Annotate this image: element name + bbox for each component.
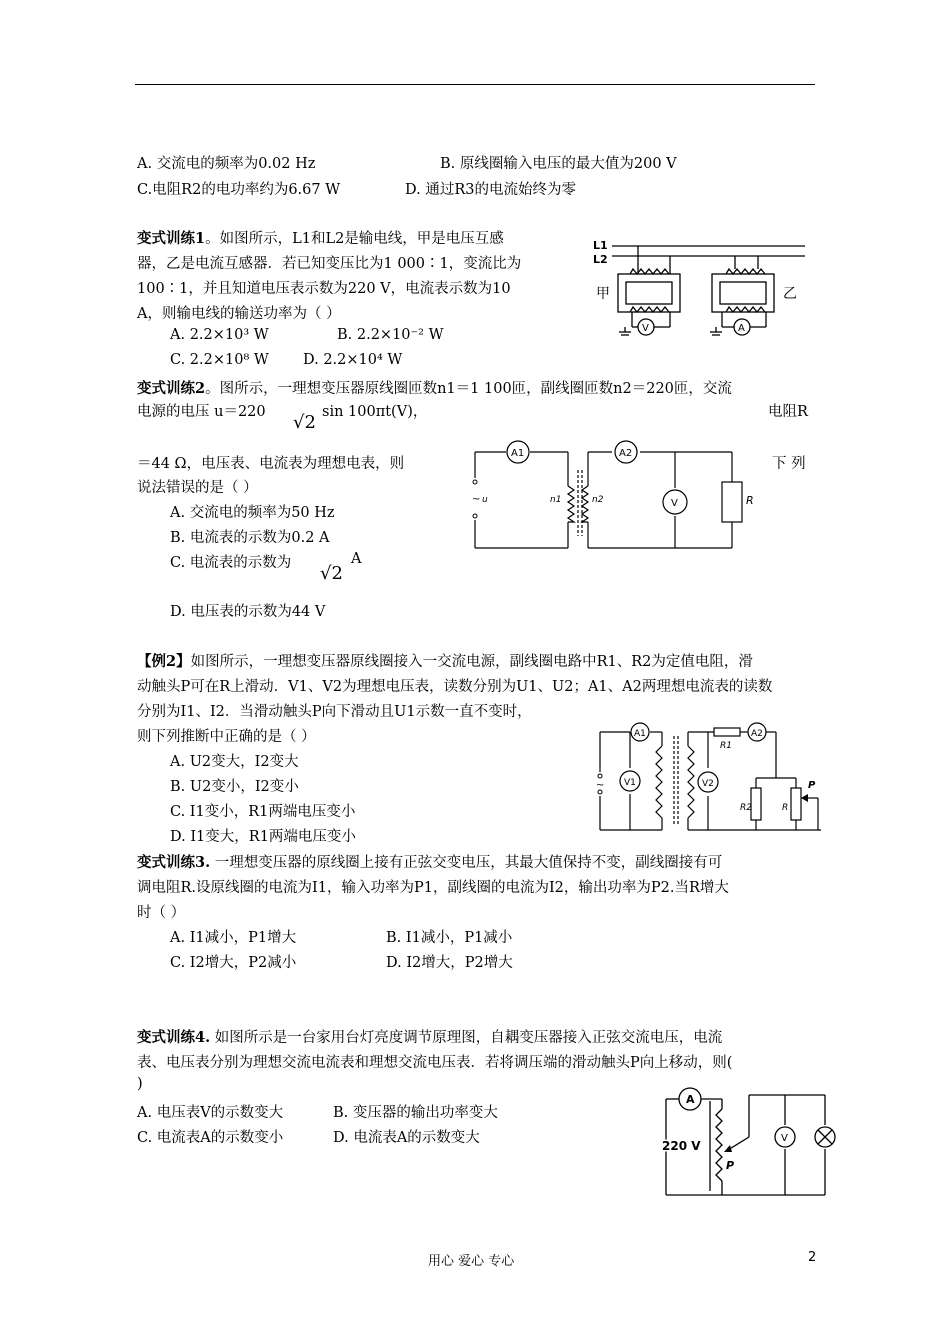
top-option-a: A. 交流电的频率为0.02 Hz bbox=[137, 156, 316, 172]
q1-option-c: C. 2.2×10⁸ W bbox=[170, 352, 269, 368]
ex2-line1: 【例2】如图所示，一理想变压器原线圈接入一交流电源，副线圈电路中R1、R2为定值电阻，滑 bbox=[137, 653, 753, 670]
q3-line3: 时（ ） bbox=[137, 905, 186, 921]
q2-a1-label: A1 bbox=[511, 448, 525, 459]
q2-r-label: R bbox=[746, 494, 754, 507]
q1-transformer-figure bbox=[590, 232, 810, 342]
q3-option-c: C. I2增大，P2减小 bbox=[170, 955, 297, 971]
q1-option-a: A. 2.2×10³ W bbox=[170, 327, 269, 343]
q1-line1: 变式训练1。如图所示，L1和L2是输电线，甲是电压互感 bbox=[137, 230, 504, 247]
ex2-a1-label: A1 bbox=[634, 729, 646, 739]
q2-voltmeter-label: V bbox=[671, 498, 678, 509]
ex2-r-label: R bbox=[782, 803, 789, 813]
q2-ac-symbol: ~ bbox=[472, 494, 481, 505]
q3-option-b: B. I1减小，P1减小 bbox=[386, 930, 513, 946]
q1-title: 变式训练1 bbox=[137, 230, 206, 247]
ex2-v2-label: V2 bbox=[702, 779, 714, 789]
q4-ammeter-label: A bbox=[686, 1093, 695, 1106]
q4-line2: 表、电压表分别为理想交流电流表和理想交流电压表．若将调压端的滑动触头P向上移动，则( bbox=[137, 1055, 733, 1071]
q1-option-d: D. 2.2×10⁴ W bbox=[303, 352, 403, 368]
footer-motto: 用心 爱心 专心 bbox=[428, 1254, 515, 1269]
ex2-a2-label: A2 bbox=[751, 729, 763, 739]
q4-option-d: D. 电流表A的示数变大 bbox=[333, 1130, 480, 1146]
ex2-r2-label: R2 bbox=[740, 803, 752, 813]
q4-option-b: B. 变压器的输出功率变大 bbox=[333, 1105, 498, 1121]
ex2-v1-label: V1 bbox=[624, 778, 636, 788]
top-option-d: D. 通过R3的电流始终为零 bbox=[405, 182, 576, 198]
q2-line3a: ＝44 Ω，电压表、电流表为理想电表，则 bbox=[137, 456, 405, 472]
q3-line1: 变式训练3. 一理想变压器的原线圈上接有正弦交变电压，其最大值保持不变，副线圈接有可 bbox=[137, 854, 723, 871]
q1-voltmeter-label: V bbox=[642, 323, 649, 334]
q2-option-a: A. 交流电的频率为50 Hz bbox=[170, 505, 335, 521]
ex2-p-label: P bbox=[808, 780, 816, 791]
q3-option-a: A. I1减小，P1增大 bbox=[170, 930, 297, 946]
q4-slider-arrow bbox=[724, 1145, 732, 1152]
q2-sqrt2: √2 bbox=[293, 412, 316, 433]
q4-option-c: C. 电流表A的示数变小 bbox=[137, 1130, 284, 1146]
q1-line3: 100∶1，并且知道电压表示数为220 V，电流表示数为10 bbox=[137, 281, 511, 297]
ex2-line4: 则下列推断中正确的是（ ） bbox=[137, 729, 316, 745]
q2-line2a: 电源的电压 u＝220 bbox=[137, 404, 266, 420]
page-number: 2 bbox=[808, 1250, 817, 1265]
q2-n1-label: n1 bbox=[550, 495, 562, 505]
ex2-ac-symbol: ~ bbox=[596, 780, 605, 791]
ex2-transformer-figure bbox=[596, 718, 826, 836]
q1-ammeter-label: A bbox=[738, 323, 745, 334]
q1-l2-label: L2 bbox=[593, 253, 608, 266]
q2-title: 变式训练2 bbox=[137, 380, 206, 397]
q3-line2: 调电阻R.设原线圈的电流为I1，输入功率为P1，副线圈的电流为I2，输出功率为P2.当R增大 bbox=[137, 880, 729, 896]
q4-autotransformer-figure bbox=[660, 1085, 835, 1200]
ex2-r1-label: R1 bbox=[720, 741, 732, 751]
q2-option-d: D. 电压表的示数为44 V bbox=[170, 604, 326, 620]
ex2-slider-arrow bbox=[801, 794, 808, 802]
q4-voltmeter-label: V bbox=[781, 1133, 788, 1144]
q4-title: 变式训练4. bbox=[137, 1029, 211, 1046]
q1-line4: A，则输电线的输送功率为（ ） bbox=[137, 306, 341, 322]
q2-line3b: 下 列 bbox=[772, 456, 806, 472]
q2-line4: 说法错误的是（ ） bbox=[137, 480, 258, 496]
q4-line1: 变式训练4. 如图所示是一台家用台灯亮度调节原理图，自耦变压器接入正弦交流电压，电流 bbox=[137, 1029, 723, 1046]
q4-line3: ) bbox=[137, 1076, 143, 1092]
q1-yi-label: 乙 bbox=[783, 286, 797, 302]
q2-u-label: u bbox=[482, 495, 488, 505]
q1-line2: 器，乙是电流互感器．若已知变压比为1 000∶1，变流比为 bbox=[137, 256, 522, 272]
q2-n2-label: n2 bbox=[592, 495, 604, 505]
ex2-option-a: A. U2变大，I2变大 bbox=[170, 754, 299, 770]
q2-line2c: 电阻R bbox=[768, 404, 808, 420]
q2-option-b: B. 电流表的示数为0.2 A bbox=[170, 530, 330, 546]
q2-a2-label: A2 bbox=[619, 448, 633, 459]
header-rule bbox=[135, 84, 815, 85]
q1-l1-label: L1 bbox=[593, 239, 608, 252]
ex2-option-d: D. I1变大，R1两端电压变小 bbox=[170, 829, 356, 845]
q2-option-c-unit: A bbox=[351, 551, 362, 567]
q4-option-a: A. 电压表V的示数变大 bbox=[137, 1105, 284, 1121]
ex2-line2: 动触头P可在R上滑动．V1、V2为理想电压表，读数分别为U1、U2；A1、A2两理想电流表的读数 bbox=[137, 679, 773, 695]
q4-voltage-label: 220 V bbox=[662, 1139, 701, 1153]
top-option-c: C.电阻R2的电功率约为6.67 W bbox=[137, 182, 341, 198]
q3-option-d: D. I2增大，P2增大 bbox=[386, 955, 513, 971]
q2-option-c: C. 电流表的示数为 bbox=[170, 555, 292, 571]
ex2-option-c: C. I1变小，R1两端电压变小 bbox=[170, 804, 356, 820]
ex2-line3: 分别为I1、I2．当滑动触头P向下滑动且U1示数一直不变时， bbox=[137, 704, 532, 720]
q2-transformer-figure bbox=[470, 440, 760, 552]
q1-option-b: B. 2.2×10⁻² W bbox=[337, 327, 444, 343]
ex2-title: 【例2】 bbox=[137, 653, 191, 670]
q3-title: 变式训练3. bbox=[137, 854, 211, 871]
q1-jia-label: 甲 bbox=[596, 286, 610, 302]
q2-option-c-sqrt2: √2 bbox=[320, 563, 343, 584]
top-option-b: B. 原线圈输入电压的最大值为200 V bbox=[440, 156, 677, 172]
q2-line2b: sin 100πt(V)， bbox=[322, 404, 428, 420]
q4-p-label: P bbox=[726, 1159, 735, 1172]
q2-line1: 变式训练2。图所示，一理想变压器原线圈匝数n1＝1 100匝，副线圈匝数n2＝220匝，交流 bbox=[137, 380, 732, 397]
ex2-option-b: B. U2变小，I2变小 bbox=[170, 779, 299, 795]
